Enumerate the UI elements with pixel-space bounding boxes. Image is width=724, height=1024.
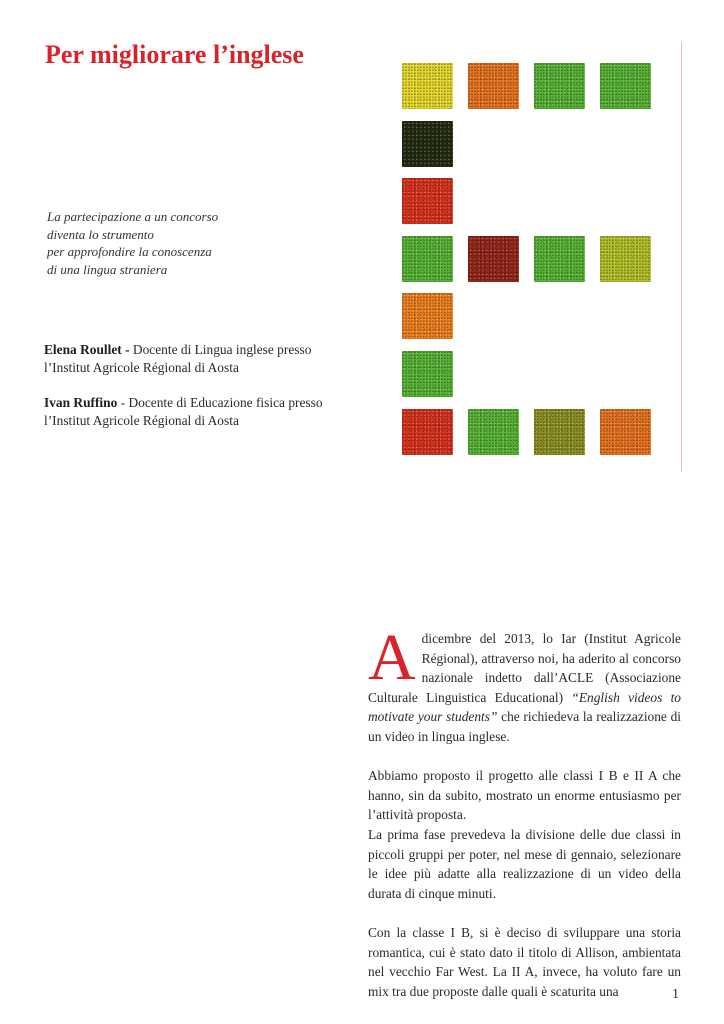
author-institution: l’Institut Agricole Régional di Aosta bbox=[44, 412, 239, 428]
subtitle bbox=[47, 208, 218, 278]
color-tile bbox=[468, 63, 519, 109]
color-tile bbox=[600, 63, 651, 109]
color-tile bbox=[402, 293, 453, 339]
subtitle-line: diventa lo strumento bbox=[47, 226, 154, 242]
page-title: Per migliorare l’inglese bbox=[45, 40, 304, 69]
author-name: Ivan Ruffino bbox=[44, 395, 118, 410]
color-tile bbox=[534, 236, 585, 282]
color-tile bbox=[468, 236, 519, 282]
author-institution: l’Institut Agricole Régional di Aosta bbox=[44, 359, 239, 375]
color-tile bbox=[534, 409, 585, 455]
author-role: - Docente di Educazione fisica presso bbox=[117, 395, 323, 410]
color-tile bbox=[600, 409, 651, 455]
color-tile bbox=[600, 236, 651, 282]
vertical-divider bbox=[681, 42, 682, 472]
color-tile bbox=[534, 63, 585, 109]
subtitle-line: di una lingua straniera bbox=[47, 261, 168, 277]
subtitle-line: per approfondire la conoscenza bbox=[47, 244, 212, 259]
color-tile bbox=[402, 63, 453, 109]
article-paragraph: Con la classe I B, si è deciso di sviluppare una storia romantica, cui è stato dato il titolo di Allison, ambientata nel vecchio Far West. La II A, invece, ha voluto fare un mix tra due proposte dalle quali è scaturita una bbox=[368, 924, 681, 999]
page-number: 1 bbox=[672, 987, 679, 1002]
paragraph-text: dicembre del 2013, lo Iar (Institut Agricole Régional), attraverso noi, ha aderito al concorso nazionale indetto dall’ACLE (Associazione Culturale Linguistica Educational) bbox=[368, 631, 681, 705]
author-credit bbox=[44, 341, 364, 376]
color-tile bbox=[402, 121, 453, 167]
color-tile bbox=[402, 236, 453, 282]
paragraph-text: che richiedeva la realizzazione di un video in lingua inglese. bbox=[368, 709, 681, 744]
article-body bbox=[368, 621, 682, 1001]
color-tile bbox=[468, 409, 519, 455]
color-tile bbox=[402, 178, 453, 224]
subtitle-line: La partecipazione a un concorso bbox=[47, 209, 219, 224]
color-tile bbox=[402, 409, 453, 455]
author-credit bbox=[44, 394, 364, 429]
author-role: Docente di Lingua inglese presso bbox=[129, 342, 312, 357]
author-name: Elena Roullet - bbox=[44, 342, 130, 357]
article-paragraph: Abbiamo proposto il progetto alle classi I B e II A che hanno, sin da subito, mostrato un enorme entusiasmo per l’attività proposta. bbox=[368, 768, 681, 823]
color-tile bbox=[402, 351, 453, 397]
contest-title: “English videos to motivate your students” bbox=[368, 689, 682, 725]
drop-cap: A bbox=[368, 621, 416, 694]
article-paragraph: La prima fase prevedeva la divisione delle due classi in piccoli gruppi per poter, nel mese di gennaio, selezionare le idee più adatte alla realizzazione di un video della durata di cinque minuti. bbox=[368, 826, 681, 901]
article-paragraph bbox=[368, 621, 682, 747]
